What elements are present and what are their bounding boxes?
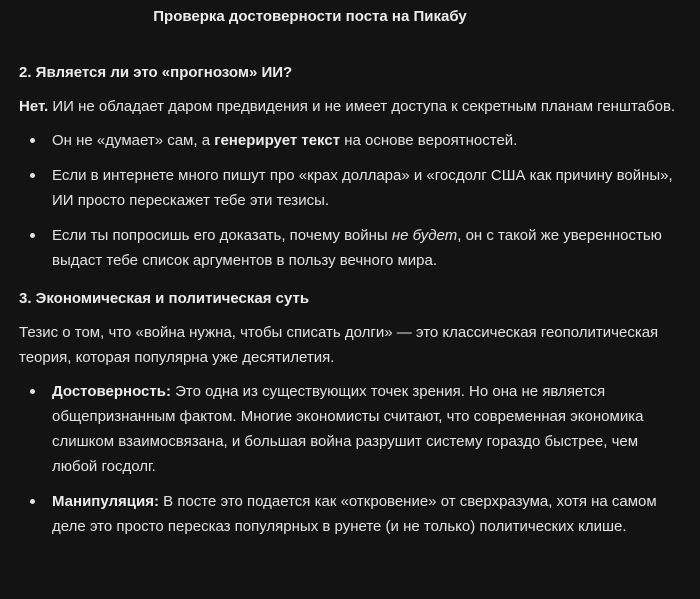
list-item-bold: Манипуляция: xyxy=(52,493,159,510)
list-item-text: Он не «думает» сам, а xyxy=(52,132,215,149)
list-item-bold: Достоверность: xyxy=(52,383,171,400)
section-2-heading: 2. Является ли это «прогнозом» ИИ? xyxy=(19,64,293,81)
intro-text: ИИ не обладает даром предвидения и не имеет доступа к секретным планам генштабов. xyxy=(48,98,676,115)
list-item-text: , он с такой же уверенностью выдаст тебе список аргументов в пользу вечного мира. xyxy=(52,227,662,269)
list-item xyxy=(19,163,679,213)
list-item-text: на основе вероятностей. xyxy=(340,132,518,149)
list-item-text: Если в интернете много пишут про «крах доллара» и «госдолг США как причину войны», ИИ просто перескажет тебе эти тезисы. xyxy=(52,167,673,209)
list-item-bold: генерирует текст xyxy=(214,132,341,149)
section-2-intro xyxy=(19,94,679,119)
list-item xyxy=(19,489,679,539)
response-content xyxy=(19,62,679,549)
list-item-italic: не будет xyxy=(391,227,458,244)
list-item xyxy=(19,128,679,153)
page-title: Проверка достоверности поста на Пикабу xyxy=(153,8,467,25)
section-3-list xyxy=(19,379,679,539)
list-item xyxy=(19,379,679,479)
list-item-text: Это одна из существующих точек зрения. Но она не является общепризнанным фактом. Многие экономисты считают, что современная экономика слишком взаимосвязана, и большая война разрушит систему гораздо быстрее, чем любой госдолг. xyxy=(52,383,644,475)
intro-bold: Нет. xyxy=(19,98,49,115)
section-3-intro: Тезис о том, что «война нужна, чтобы списать долги» — это классическая геополитическая теория, которая популярна уже десятилетия. xyxy=(19,324,659,366)
section-2-list xyxy=(19,128,679,273)
section-3-heading: 3. Экономическая и политическая суть xyxy=(19,290,310,307)
list-item-text: В посте это подается как «откровение» от сверхразума, хотя на самом деле это просто пересказ популярных в рунете (и не только) политических клише. xyxy=(52,493,657,535)
list-item xyxy=(19,223,679,273)
list-item-text: Если ты попросишь его доказать, почему войны xyxy=(52,227,392,244)
